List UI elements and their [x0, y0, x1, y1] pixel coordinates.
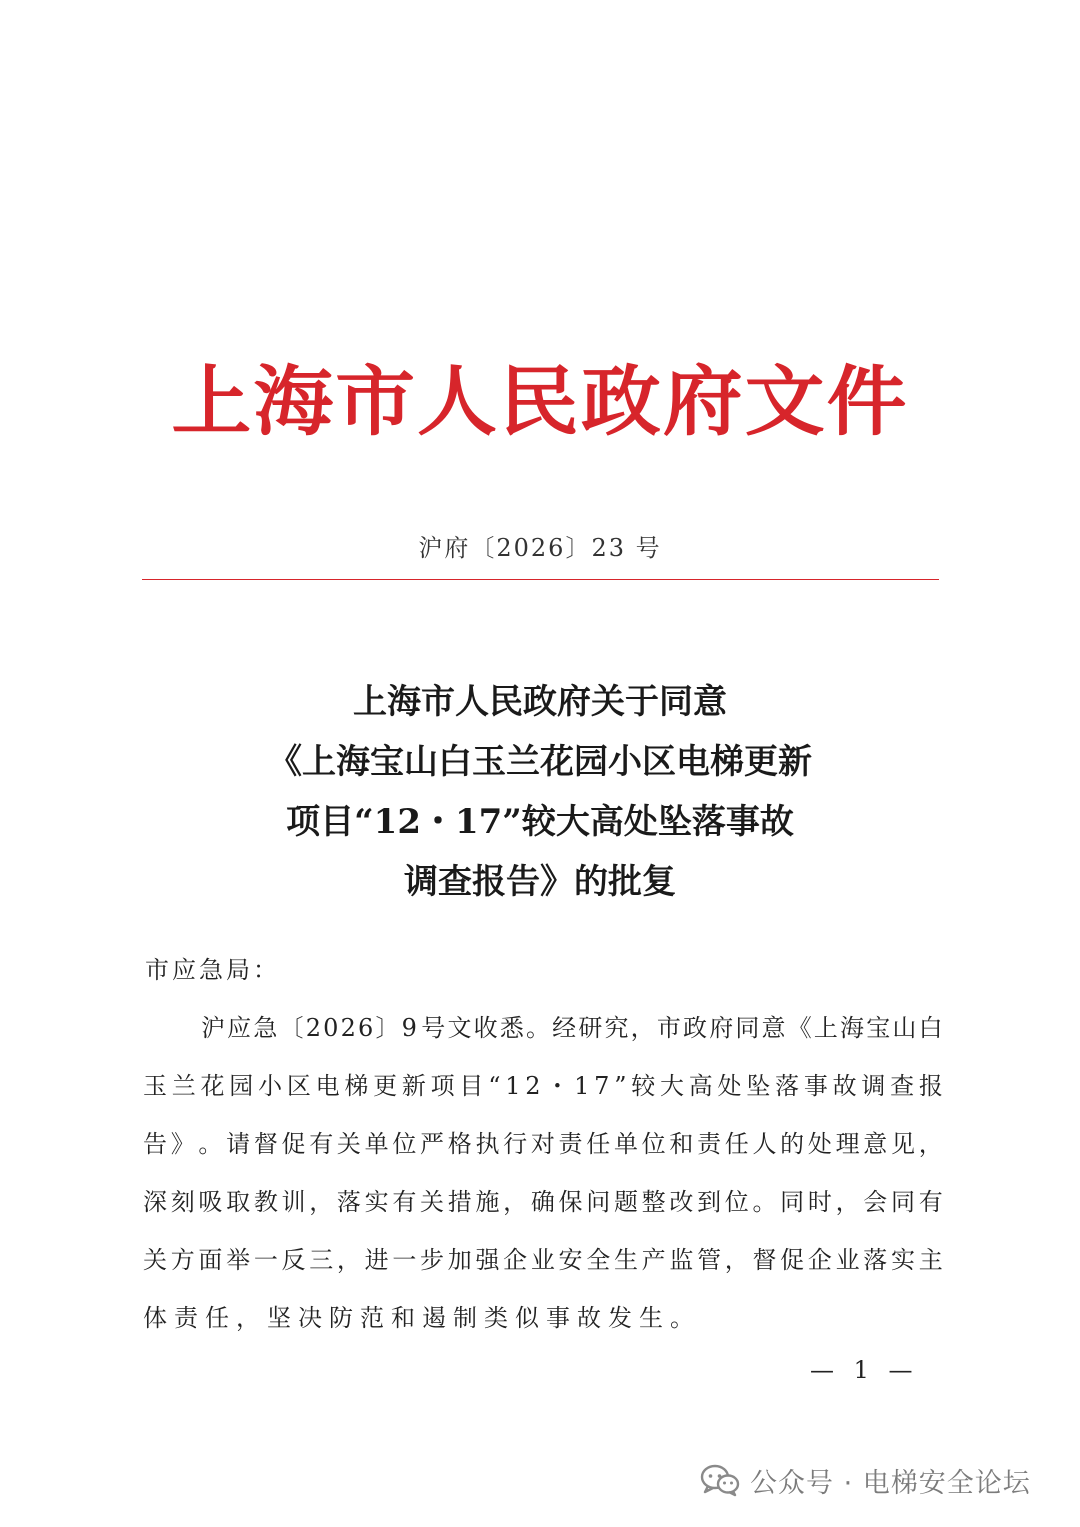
page-number: — 1 — — [810, 1356, 919, 1384]
title-line-1: 上海市人民政府关于同意 — [353, 682, 727, 722]
title-line-4: 调查报告》的批复 — [404, 862, 676, 902]
body-line-5: 关 方 面 举 一 反 三 ， 进 一 步 加 强 企 业 安 全 生 产 监 管 ， 督 促 企 业 落 实 主 — [143, 1246, 943, 1274]
wechat-icon — [700, 1463, 740, 1497]
salutation: 市应急局： — [145, 956, 280, 984]
body-line-6: 体责任，坚决防范和遏制类似事故发生。 — [143, 1304, 701, 1332]
document-number: 沪府〔2026〕23 号 — [418, 534, 662, 562]
body-paragraph — [143, 1008, 943, 1356]
watermark-text: 公众号 · 电梯安全论坛 — [750, 1467, 1031, 1499]
body-line-3: 告 》 。 请 督 促 有 关 单 位 严 格 执 行 对 责 任 单 位 和 责 任 人 的 处 理 意 见 ， — [143, 1130, 943, 1158]
body-line-2: 玉 兰 花 园 小 区 电 梯 更 新 项 目 “ 1 2 ・ 1 7 ” 较 大 高 处 坠 落 事 故 调 查 报 — [143, 1072, 943, 1100]
body-line-1: 沪 应 急 〔 2 0 2 6 〕 9 号 文 收 悉 。 经 研 究 ， 市 政 府 同 意 《 上 海 宝 山 白 — [201, 1014, 943, 1042]
title-line-2: 《上海宝山白玉兰花园小区电梯更新 — [268, 742, 812, 782]
watermark — [700, 1458, 1031, 1502]
body-line-4: 深 刻 吸 取 教 训 ， 落 实 有 关 措 施 ， 确 保 问 题 整 改 到 位 。 同 时 ， 会 同 有 — [143, 1188, 943, 1216]
red-divider-line — [142, 579, 939, 580]
title-line-3: 项目“12・17”较大高处坠落事故 — [286, 802, 794, 842]
document-title — [0, 672, 1080, 912]
masthead-title: 上海市人民政府文件 — [171, 357, 909, 446]
